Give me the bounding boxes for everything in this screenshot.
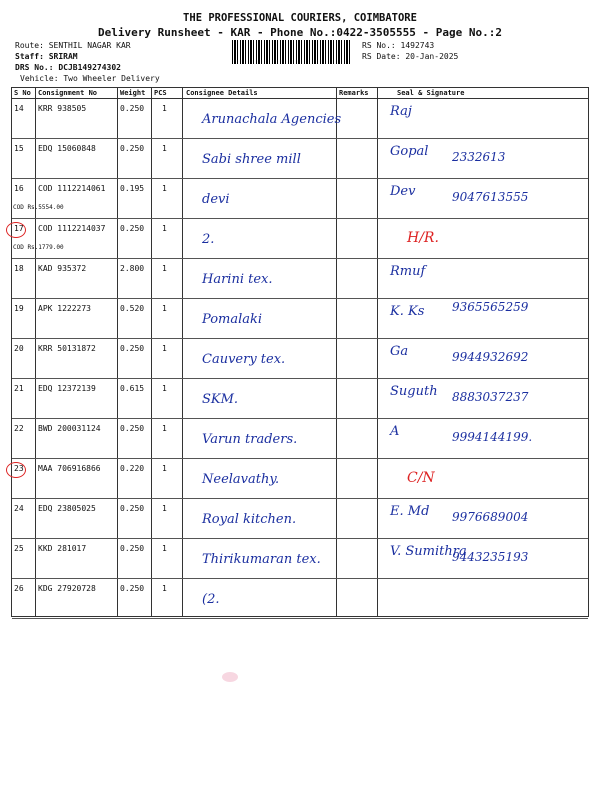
- weight-value: 0.250: [120, 504, 145, 513]
- col-pcs: PCS: [154, 89, 167, 97]
- table-row: [12, 378, 588, 419]
- col-seal: Seal & Signature: [397, 89, 465, 97]
- consignee-handwriting: Harini tex.: [202, 272, 273, 287]
- table-row: [12, 578, 588, 619]
- phone-handwriting: 9944932692: [452, 350, 529, 364]
- staff-label: Staff: SRIRAM: [15, 52, 78, 61]
- consignment-number: KRR 50131872: [38, 344, 96, 353]
- barcode-icon: [232, 40, 352, 64]
- signature-handwriting: Rmuf: [390, 264, 426, 279]
- ink-smudge: [222, 672, 238, 682]
- route-label: Route: SENTHIL NAGAR KAR: [15, 41, 131, 50]
- table-row: [12, 178, 588, 219]
- pieces-count: 1: [162, 584, 167, 593]
- consignment-number: KAD 935372: [38, 264, 87, 273]
- serial-number: 20: [14, 344, 24, 353]
- consignee-handwriting: 2.: [202, 232, 215, 247]
- pieces-count: 1: [162, 304, 167, 313]
- weight-value: 0.250: [120, 104, 145, 113]
- serial-number: 26: [14, 584, 24, 593]
- consignee-handwriting: devi: [202, 192, 230, 207]
- weight-value: 0.615: [120, 384, 145, 393]
- pieces-count: 1: [162, 384, 167, 393]
- consignment-number: BWD 200031124: [38, 424, 101, 433]
- consignee-handwriting: Arunachala Agencies: [202, 112, 342, 127]
- consignment-number: APK 1222273: [38, 304, 91, 313]
- consignment-number: KDG 27920728: [38, 584, 96, 593]
- signature-handwriting: Dev: [390, 184, 416, 199]
- pieces-count: 1: [162, 344, 167, 353]
- pieces-count: 1: [162, 544, 167, 553]
- table-row: [12, 498, 588, 539]
- table-row: [12, 418, 588, 459]
- table-row: [12, 338, 588, 379]
- consignment-number: MAA 706916866: [38, 464, 101, 473]
- weight-value: 0.220: [120, 464, 145, 473]
- col-consignee: Consignee Details: [186, 89, 258, 97]
- table-row: [12, 98, 588, 139]
- vehicle-label: Vehicle: Two Wheeler Delivery: [20, 74, 160, 83]
- table-row: [12, 458, 588, 499]
- serial-number: 15: [14, 144, 24, 153]
- cod-amount: COD Rs.1779.00: [13, 244, 64, 251]
- remark-handwriting: H/R.: [407, 230, 439, 246]
- consignment-number: KKD 281017: [38, 544, 87, 553]
- phone-handwriting: 9976689004: [452, 510, 529, 524]
- consignee-handwriting: Thirikumaran tex.: [202, 552, 321, 567]
- col-consignment: Consignment No: [38, 89, 98, 97]
- pieces-count: 1: [162, 184, 167, 193]
- consignment-number: COD 1112214037: [38, 224, 106, 233]
- weight-value: 2.800: [120, 264, 145, 273]
- consignee-handwriting: Cauvery tex.: [202, 352, 286, 367]
- pieces-count: 1: [162, 424, 167, 433]
- weight-value: 0.250: [120, 584, 145, 593]
- weight-value: 0.520: [120, 304, 145, 313]
- consignment-number: EDQ 23805025: [38, 504, 96, 513]
- phone-handwriting: 9047613555: [452, 190, 529, 204]
- consignment-number: KRR 938505: [38, 104, 87, 113]
- col-sno: S No: [14, 89, 31, 97]
- consignment-number: EDQ 15060848: [38, 144, 96, 153]
- signature-handwriting: K. Ks: [390, 304, 425, 319]
- remark-handwriting: C/N: [407, 470, 435, 486]
- phone-handwriting: 8883037237: [452, 390, 529, 404]
- pieces-count: 1: [162, 264, 167, 273]
- serial-number: 23: [14, 464, 24, 473]
- pieces-count: 1: [162, 464, 167, 473]
- serial-number: 19: [14, 304, 24, 313]
- pieces-count: 1: [162, 224, 167, 233]
- runsheet-subtitle: Delivery Runsheet - KAR - Phone No.:0422-3505555 - Page No.:2: [98, 26, 502, 39]
- serial-number: 25: [14, 544, 24, 553]
- phone-handwriting: 9443235193: [452, 550, 529, 564]
- serial-number: 14: [14, 104, 24, 113]
- phone-handwriting: 2332613: [452, 150, 506, 164]
- weight-value: 0.250: [120, 544, 145, 553]
- company-title: THE PROFESSIONAL COURIERS, COIMBATORE: [183, 12, 417, 24]
- col-remarks: Remarks: [339, 89, 369, 97]
- weight-value: 0.195: [120, 184, 145, 193]
- table-row: [12, 538, 588, 579]
- table-row: [12, 138, 588, 179]
- weight-value: 0.250: [120, 224, 145, 233]
- consignee-handwriting: Sabi shree mill: [202, 152, 301, 167]
- signature-handwriting: Suguth: [390, 384, 438, 399]
- consignee-handwriting: Pomalaki: [202, 312, 263, 327]
- weight-value: 0.250: [120, 144, 145, 153]
- red-circle-mark: [6, 222, 26, 238]
- consignee-handwriting: Varun traders.: [202, 432, 298, 447]
- rs-number: RS No.: 1492743: [362, 41, 435, 50]
- signature-handwriting: Raj: [390, 104, 412, 119]
- consignee-handwriting: Neelavathy.: [202, 472, 280, 487]
- rs-date: RS Date: 20-Jan-2025: [362, 52, 459, 61]
- serial-number: 18: [14, 264, 24, 273]
- cod-amount: COD Rs.5554.00: [13, 204, 64, 211]
- phone-handwriting: 9365565259: [452, 300, 529, 314]
- serial-number: 17: [14, 224, 24, 233]
- col-weight: Weight: [120, 89, 146, 97]
- pieces-count: 1: [162, 144, 167, 153]
- signature-handwriting: A: [390, 424, 400, 439]
- serial-number: 22: [14, 424, 24, 433]
- serial-number: 21: [14, 384, 24, 393]
- weight-value: 0.250: [120, 424, 145, 433]
- serial-number: 16: [14, 184, 24, 193]
- weight-value: 0.250: [120, 344, 145, 353]
- consignee-handwriting: SKM.: [202, 392, 239, 407]
- signature-handwriting: Ga: [390, 344, 409, 359]
- consignment-number: COD 1112214061: [38, 184, 106, 193]
- table-row: [12, 298, 588, 339]
- consignee-handwriting: (2.: [202, 592, 220, 607]
- signature-handwriting: V. Sumithra: [390, 544, 467, 559]
- table-row: [12, 258, 588, 299]
- table-row: [12, 218, 588, 259]
- pieces-count: 1: [162, 104, 167, 113]
- consignee-handwriting: Royal kitchen.: [202, 512, 297, 527]
- runsheet-table: [11, 87, 589, 617]
- red-circle-mark: [6, 462, 26, 478]
- signature-handwriting: E. Md: [390, 504, 430, 519]
- consignment-number: EDQ 12372139: [38, 384, 96, 393]
- signature-handwriting: Gopal: [390, 144, 429, 159]
- phone-handwriting: 9994144199.: [452, 430, 533, 444]
- drs-number: DRS No.: DCJB149274302: [15, 63, 121, 72]
- serial-number: 24: [14, 504, 24, 513]
- pieces-count: 1: [162, 504, 167, 513]
